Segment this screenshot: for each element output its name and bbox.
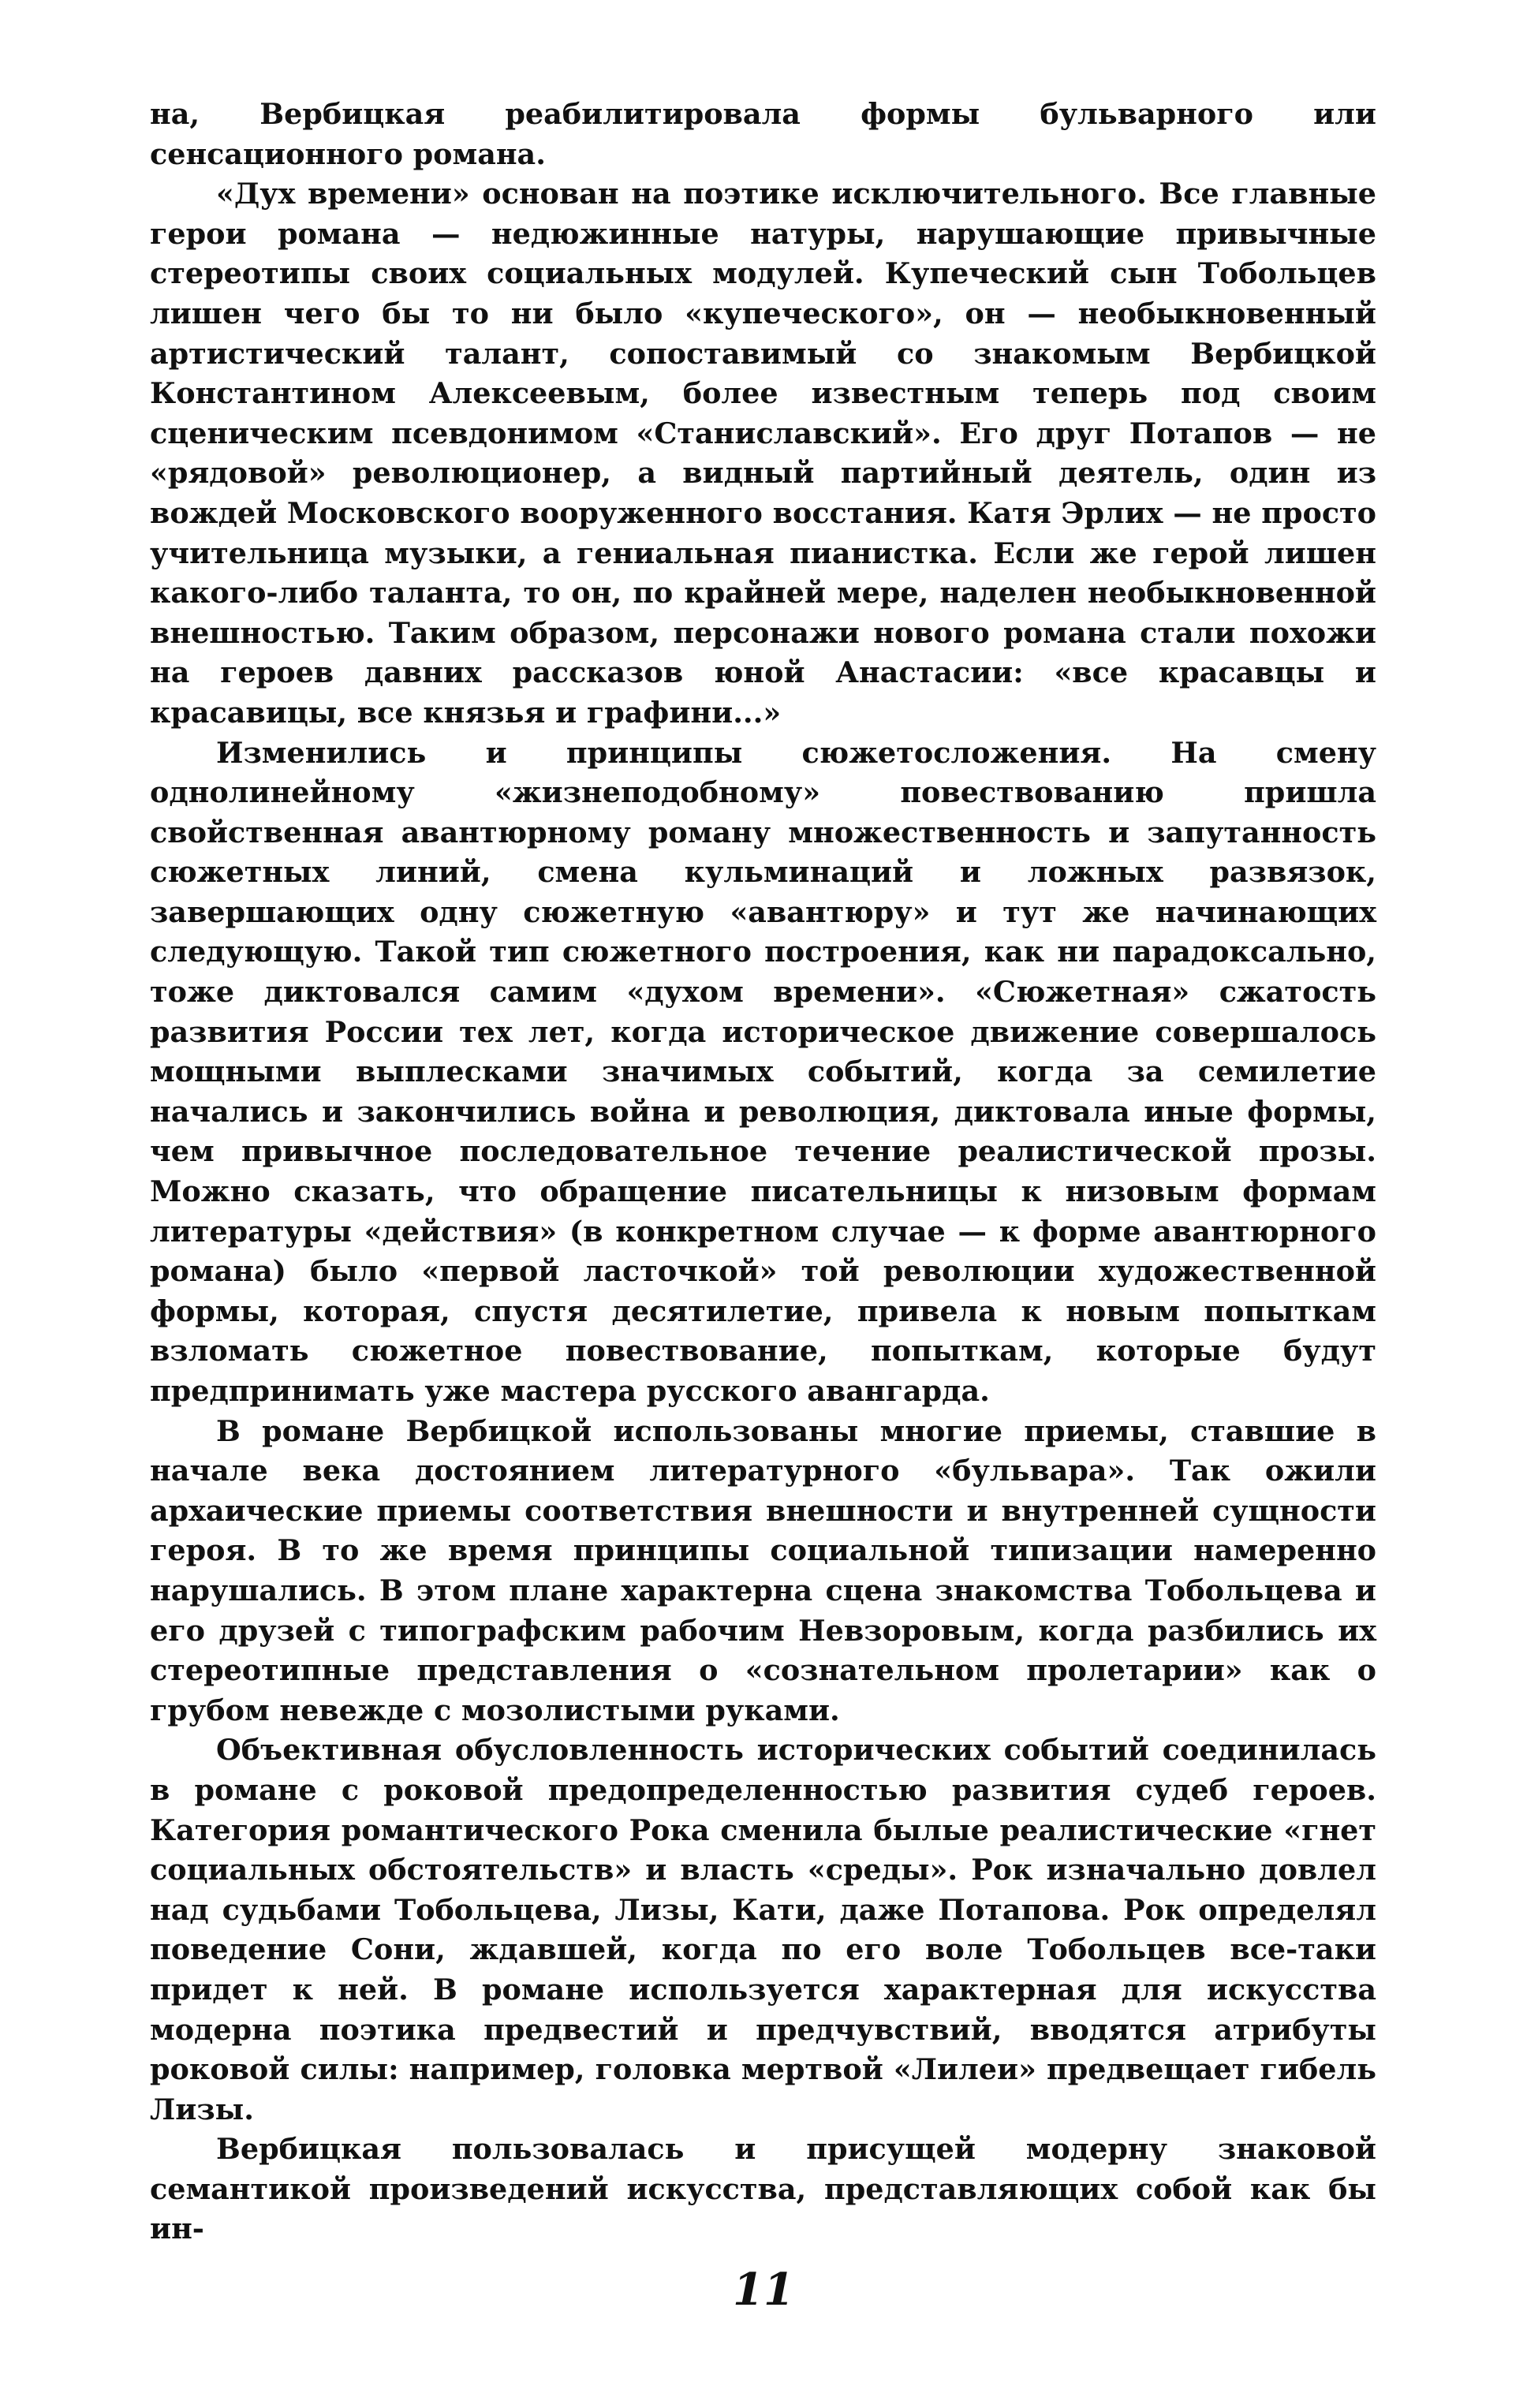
- paragraph-6: Вербицкая пользовалась и присущей модерну знаковой семантикой произведений искусства, представляющих собой как бы ин-: [150, 2132, 1376, 2246]
- paragraph-5: Объективная обусловленность исторических событий соединилась в романе с роковой предопределенностью развития судеб героев. Категория романтического Рока сменила былые реалистические «гнет социальных обстоятельств» и власть «среды». Рок изначально довлел над судьбами Тобольцева, Лизы, Кати, даже Потапова. Рок определял поведение Сони, ждавшей, когда по его воле Тобольцев все-таки придет к ней. В романе используется характерная для искусства модерна поэтика предвестий и предчувствий, вводятся атрибуты роковой силы: например, головка мертвой «Лилеи» предвещает гибель Лизы.: [150, 1733, 1376, 2126]
- paragraph-1: на, Вербицкая реабилитировала формы бульварного или сенсационного романа.: [150, 97, 1376, 171]
- paragraph-4: В романе Вербицкой использованы многие приемы, ставшие в начале века достоянием литературного «бульвара». Так ожили архаические приемы соответствия внешности и внутренней сущности героя. В то же время принципы социальной типизации намеренно нарушались. В этом плане характерна сцена знакомства Тобольцева и его друзей с типографским рабочим Невзоровым, когда разбились их стереотипные представления о «сознательном пролетарии» как о грубом невежде с мозолистыми руками.: [150, 1413, 1376, 1727]
- paragraph-2: «Дух времени» основан на поэтике исключительного. Все главные герои романа — недюжинные натуры, нарушающие привычные стереотипы своих социальных модулей. Купеческий сын Тобольцев лишен чего бы то ни было «купеческого», он — необыкновенный артистический талант, сопоставимый со знакомым Вербицкой Константином Алексеевым, более известным теперь под своим сценическим псевдонимом «Станиславский». Его друг Потапов — не «рядовой» революционер, а видный партийный деятель, один из вождей Московского вооруженного восстания. Катя Эрлих — не просто учительница музыки, а гениальная пианистка. Если же герой лишен какого-либо таланта, то он, по крайней мере, наделен необыкновенной внешностью. Таким образом, персонажи нового романа стали похожи на героев давних рассказов юной Анастасии: «все красавцы и красавицы, все князья и графини...»: [150, 177, 1376, 730]
- page-body: [150, 95, 1376, 2249]
- page-number: 11: [733, 2264, 794, 2316]
- paragraph-3: Изменились и принципы сюжетосложения. На смену однолинейному «жизнеподобному» повествованию пришла свойственная авантюрному роману множественность и запутанность сюжетных линий, смена кульминаций и ложных развязок, завершающих одну сюжетную «авантюру» и тут же начинающих следующую. Такой тип сюжетного построения, как ни парадоксально, тоже диктовался самим «духом времени». «Сюжетная» сжатость развития России тех лет, когда историческое движение совершалось мощными выплесками значимых событий, когда за семилетие начались и закончились война и революция, диктовала иные формы, чем привычное последовательное течение реалистической прозы. Можно сказать, что обращение писательницы к низовым формам литературы «действия» (в конкретном случае — к форме авантюрного романа) было «первой ласточкой» той революции художественной формы, которая, спустя десятилетие, привела к новым попыткам взломать сюжетное повествование, попыткам, которые будут предпринимать уже мастера русского авангарда.: [150, 735, 1376, 1408]
